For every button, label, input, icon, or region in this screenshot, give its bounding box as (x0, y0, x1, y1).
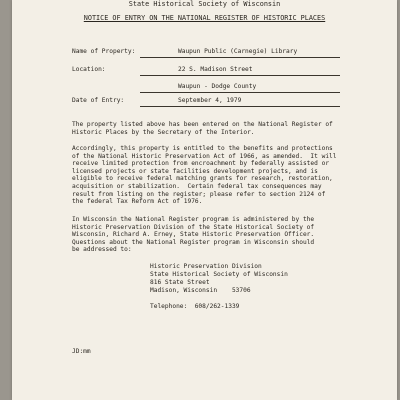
notice-title: NOTICE OF ENTRY ON THE NATIONAL REGISTER OF HISTORIC PLACES (83, 14, 326, 22)
typist-initials: JD:mm (72, 348, 91, 355)
property-label: Name of Property: (72, 48, 136, 55)
paragraph-administration: In Wisconsin the National Register program is administered by the Historic Preservation Division of the State Historical Society of Wisconsin, Richard A. Erney, State Historic Preservation Officer. Questions about the National Register program in Wisconsin should be addressed to: (72, 216, 315, 254)
date-value: September 4, 1979 (178, 97, 242, 104)
location-underline-1 (140, 75, 340, 76)
paragraph-benefits: Accordingly, this property is entitled to the benefits and protections of the National Historic Preservation Act of 1966, as amended. It will receive limited protection from encroachment by federally assisted or licensed projects or state facilities development projects, and is eligible to receive federal matching grants for research, restoration, acquisition or stabilization. Certain federal tax consequences may result from listing on the register; please refer to section 2124 of the federal Tax Reform Act of 1976. (72, 145, 337, 206)
date-underline (140, 106, 340, 107)
date-label: Date of Entry: (72, 97, 125, 104)
property-value: Waupun Public (Carnegie) Library (178, 48, 298, 55)
address-line1: Historic Preservation Division (150, 263, 262, 270)
address-telephone: Telephone: 608/262-1339 (150, 303, 240, 310)
location-label: Location: (72, 66, 106, 73)
paragraph-register-entry: The property listed above has been entered on the National Register of Historic Places by the Secretary of the Interior. (72, 121, 333, 136)
address-line3: 816 State Street (150, 279, 210, 286)
letterhead-organization: State Historical Society of Wisconsin (128, 0, 281, 8)
property-underline (140, 57, 340, 58)
address-line2: State Historical Society of Wisconsin (150, 271, 288, 278)
address-line4: Madison, Wisconsin 53706 (150, 287, 251, 294)
location-underline-2 (140, 92, 340, 93)
document-page (12, 0, 397, 400)
location-line2: Waupun - Dodge County (178, 83, 257, 90)
location-line1: 22 S. Madison Street (178, 66, 253, 73)
